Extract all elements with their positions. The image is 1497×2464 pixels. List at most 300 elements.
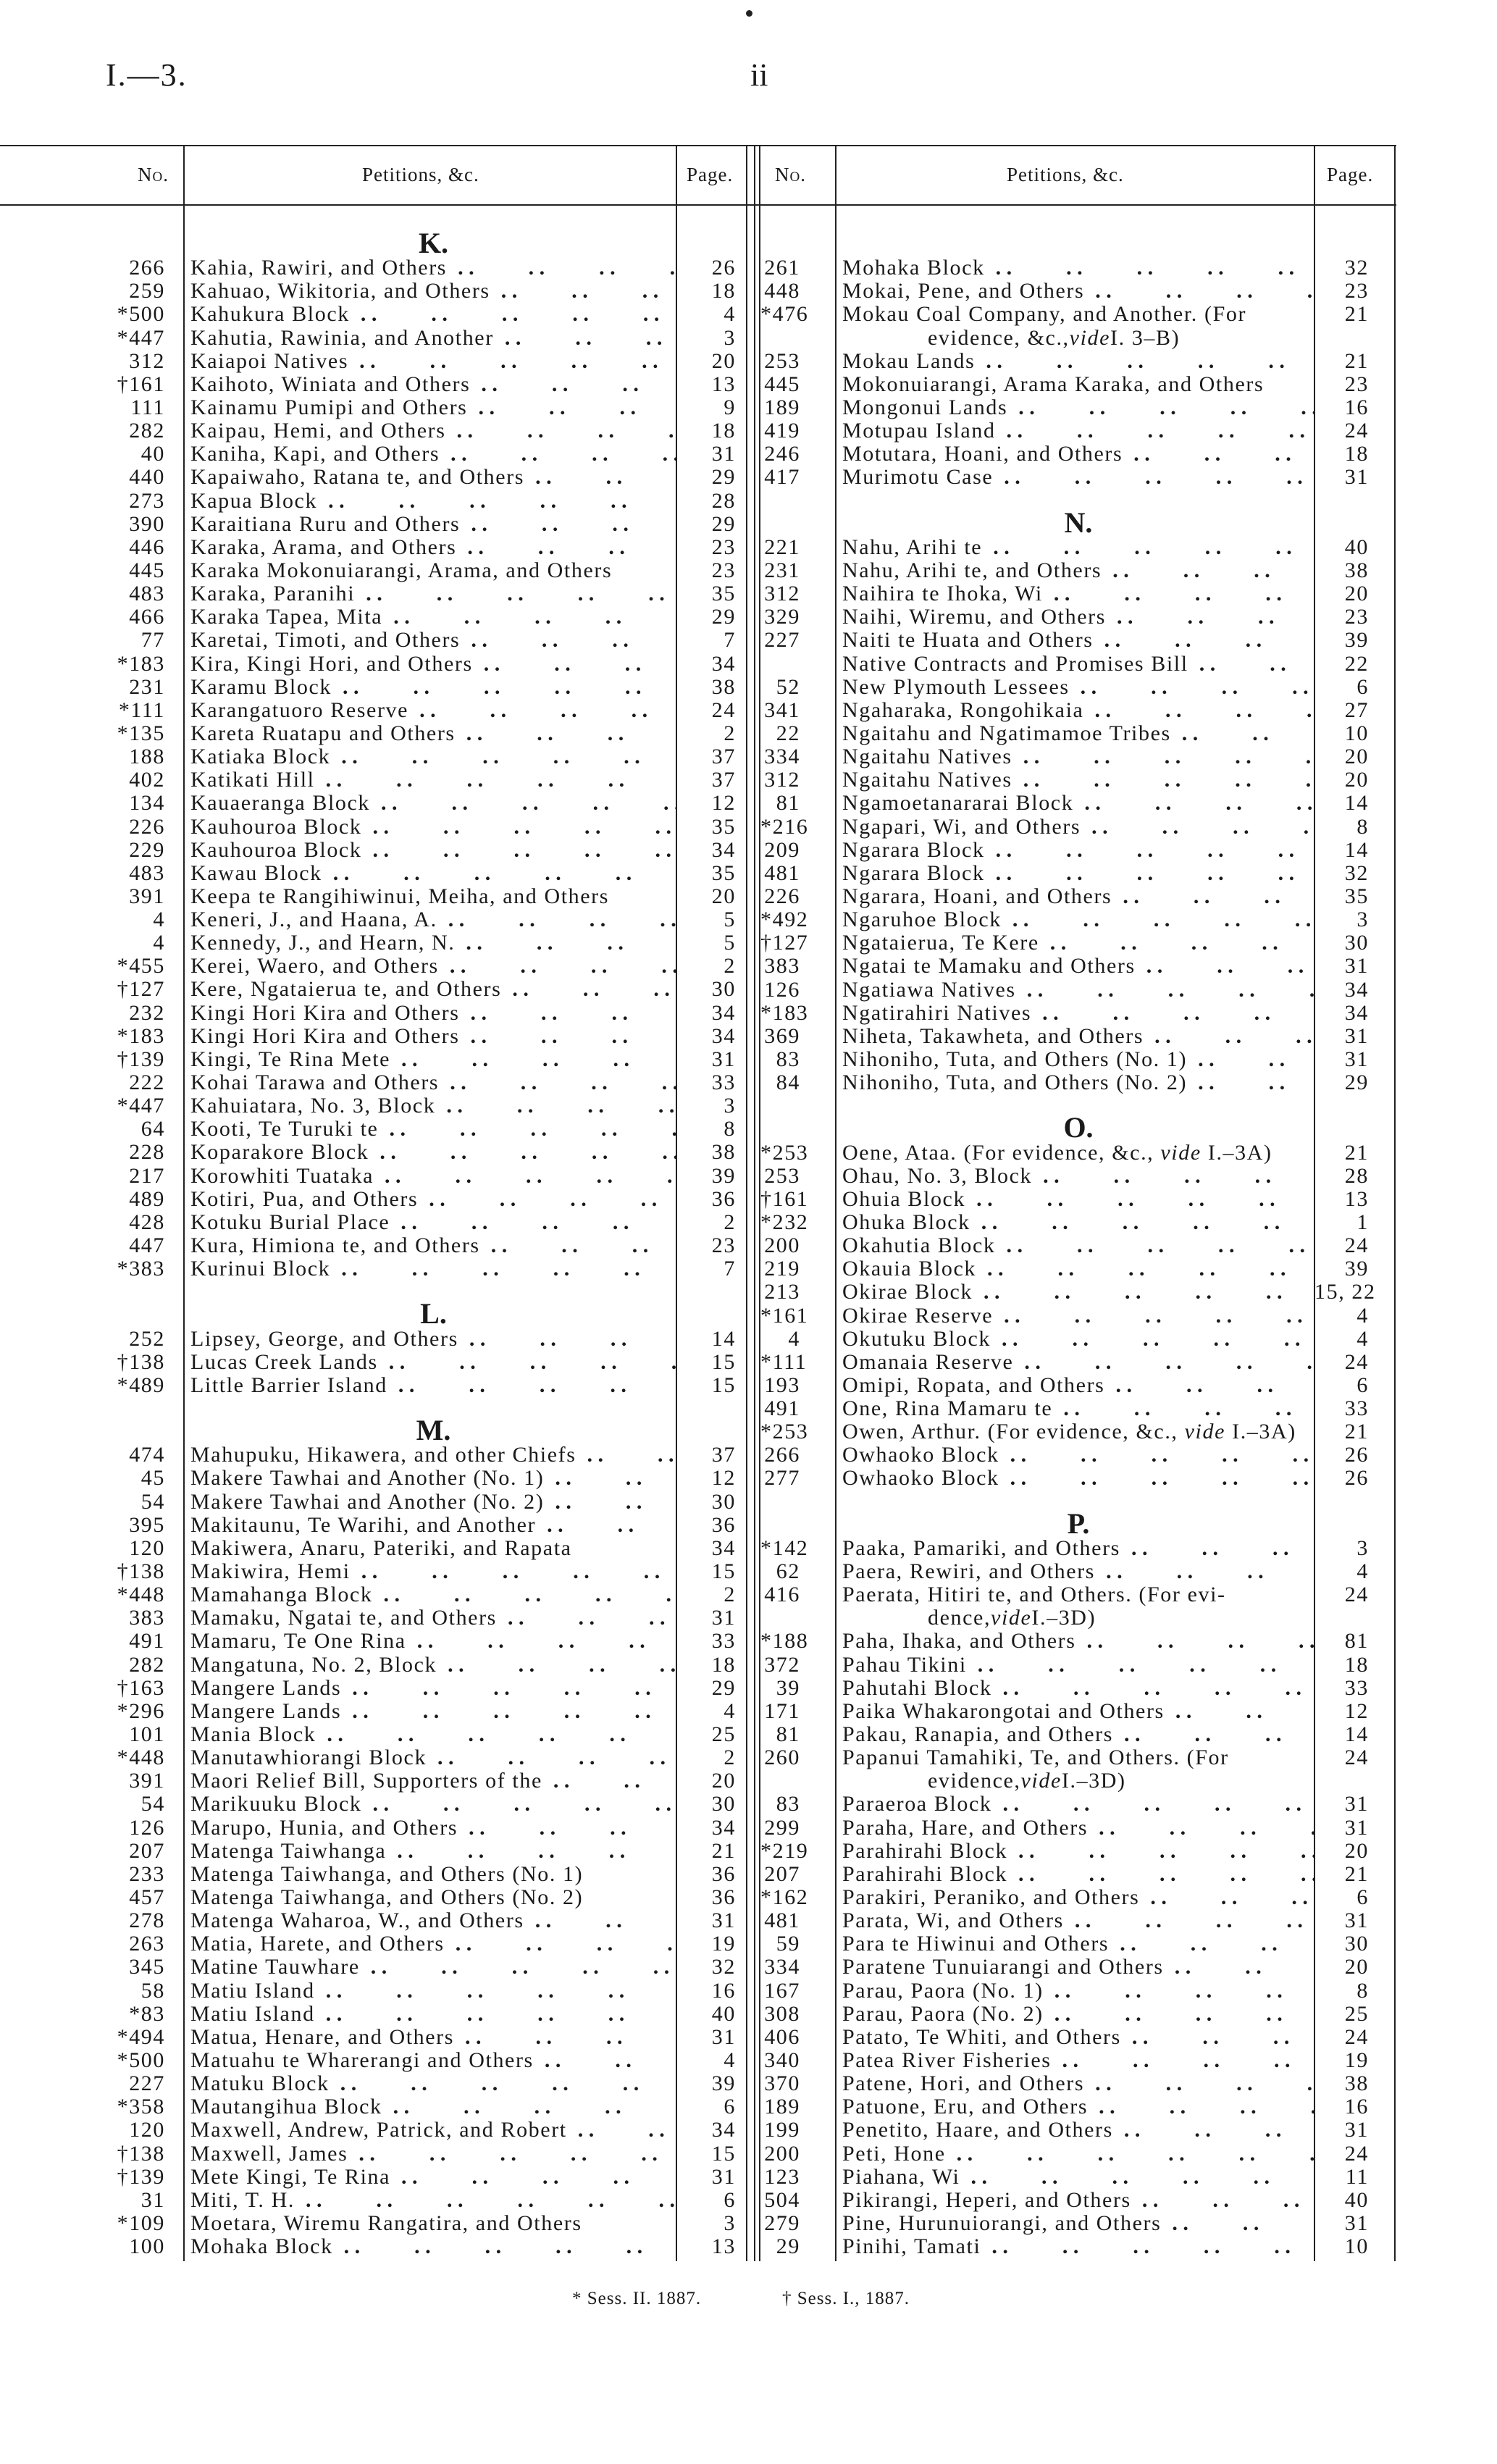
entry-title <box>842 1863 1007 1886</box>
entry-title-text: Mangere Lands <box>190 1676 342 1700</box>
page-number: 20 <box>711 884 736 908</box>
petition-number: 207 <box>764 1861 800 1886</box>
page-number: 7 <box>724 628 736 653</box>
entry-title <box>842 768 1012 792</box>
index-entry <box>0 862 747 885</box>
dot-leader <box>470 373 676 396</box>
petition-number: 81 <box>776 1722 800 1747</box>
index-entry <box>760 1048 1394 1071</box>
entry-title-cell <box>184 303 676 326</box>
entry-title-text: Ngaitahu and Ngatimamoe Tribes <box>842 721 1171 745</box>
section-letter: L. <box>420 1301 447 1328</box>
petition-number: 54 <box>141 1489 165 1514</box>
entry-title <box>842 653 1188 676</box>
entry-title-text: Kahuao, Wikitoria, and Others <box>190 280 490 303</box>
page-number: 39 <box>711 2071 736 2096</box>
entry-title <box>842 1560 1095 1583</box>
page-number: 15, 22 <box>1314 1280 1376 1304</box>
entry-title-text: Kooti, Te Turuki te <box>190 1118 379 1141</box>
entry-title-cell <box>184 2072 676 2095</box>
index-entry <box>760 1351 1394 1374</box>
entry-title <box>842 2166 960 2189</box>
entry-title-text: Kaipau, Hemi, and Others <box>190 419 446 443</box>
entry-title <box>190 443 440 466</box>
entry-title-cell <box>184 2049 676 2072</box>
page-number: 21 <box>1344 302 1369 327</box>
continuation-italic: vide <box>1020 1769 1062 1793</box>
dot-leader <box>369 1141 676 1164</box>
dot-leader <box>991 1328 1314 1351</box>
petition-number: 111 <box>130 395 165 419</box>
dot-leader <box>1187 1048 1314 1071</box>
entry-title-text: Patene, Hori, and Others <box>842 2072 1085 2096</box>
entry-title-text: Pahau Tikini <box>842 1653 967 1677</box>
petition-number: †138 <box>117 2141 165 2166</box>
index-entry <box>760 1165 1394 1188</box>
petition-number: 491 <box>129 1629 165 1654</box>
page-number: 4 <box>1356 1559 1369 1584</box>
petition-number: *448 <box>117 1583 165 1607</box>
entry-title-cell <box>184 908 676 931</box>
entry-title <box>842 1443 999 1467</box>
entry-title <box>842 979 1016 1002</box>
entry-title <box>190 1025 460 1048</box>
index-entry <box>0 303 747 326</box>
entry-title <box>842 1700 1165 1723</box>
index-entry <box>760 722 1394 745</box>
index-entry <box>0 1700 747 1723</box>
entry-title-text: Kahutia, Rawinia, and Another <box>190 326 494 350</box>
entry-title-cell <box>836 2142 1314 2166</box>
entry-title-cell <box>836 885 1314 908</box>
petition-number: 466 <box>129 605 165 629</box>
entry-title-text: Piahana, Wi <box>842 2165 960 2189</box>
petition-number: *135 <box>117 721 165 745</box>
dot-leader <box>1106 605 1314 629</box>
entry-title-text: Matuahu te Wharerangi and Others <box>190 2048 534 2072</box>
entry-title <box>190 1537 572 1560</box>
dot-leader <box>1076 1630 1314 1653</box>
dot-leader <box>567 2119 676 2142</box>
page-number: 23 <box>711 535 736 559</box>
entry-title-text: Ohau, No. 3, Block <box>842 1164 1033 1188</box>
page-number: 2 <box>724 1210 736 1234</box>
entry-title-cell <box>836 1700 1314 1723</box>
page-number: 23 <box>1344 605 1369 629</box>
entry-title-text: Little Barrier Island <box>190 1373 387 1397</box>
entry-title <box>842 1886 1139 1909</box>
entry-title-text: Ngataierua, Te Kere <box>842 931 1039 955</box>
petition-number: *162 <box>760 1885 809 1910</box>
dot-leader <box>1094 629 1314 652</box>
petition-number: 263 <box>129 1932 165 1956</box>
entry-title-text: Korowhiti Tuataka <box>190 1164 374 1188</box>
entry-title-text: Karaka, Paranihi <box>190 582 356 606</box>
entry-title-cell <box>184 1654 676 1677</box>
petition-number: 416 <box>764 1583 800 1607</box>
petition-number: 481 <box>764 1908 800 1933</box>
petition-number: 193 <box>764 1373 800 1397</box>
dot-leader <box>330 2072 676 2095</box>
page-number: 37 <box>711 1443 736 1467</box>
entry-title <box>190 1514 536 1537</box>
entry-title <box>842 1188 965 1211</box>
dot-leader <box>985 256 1314 280</box>
entry-title-cell <box>184 629 676 652</box>
entry-title-text: Ngarara Block <box>842 861 985 885</box>
index-entry <box>0 1351 747 1374</box>
entry-title-text: Parahirahi Block <box>842 1839 1008 1863</box>
center-double-rule <box>754 145 755 2261</box>
dot-leader <box>993 1304 1314 1328</box>
dot-leader <box>501 978 676 1001</box>
index-entry <box>760 303 1394 326</box>
entry-title-cell <box>836 2026 1314 2049</box>
entry-title <box>842 1537 1120 1560</box>
entry-title-text: Okutuku Block <box>842 1327 991 1351</box>
entry-title <box>842 1583 1226 1606</box>
page-number: 20 <box>1344 768 1369 792</box>
petition-number: 489 <box>129 1186 165 1211</box>
dot-leader <box>460 1025 676 1048</box>
petition-number: 445 <box>764 372 800 396</box>
page-number: 34 <box>711 1023 736 1048</box>
petition-number: 369 <box>764 1023 800 1048</box>
entry-title <box>842 955 1136 978</box>
index-entry <box>0 792 747 815</box>
index-entry <box>0 722 747 745</box>
entry-title <box>842 256 985 280</box>
entry-title-cell <box>836 1188 1314 1211</box>
index-entry <box>0 629 747 652</box>
entry-title-text: Nihoniho, Tuta, and Others (No. 1) <box>842 1047 1188 1071</box>
entry-title-text: Karetai, Timoti, and Others <box>190 629 461 653</box>
index-entry <box>760 1141 1394 1164</box>
page-number: 31 <box>711 1606 736 1630</box>
petition-number: 120 <box>129 1535 165 1560</box>
petition-number: 62 <box>776 1559 800 1584</box>
dot-leader <box>427 1746 676 1769</box>
index-entry <box>760 768 1394 792</box>
entry-title <box>190 1118 378 1141</box>
entry-title <box>190 2235 333 2258</box>
dot-leader <box>360 1956 676 1979</box>
entry-title <box>842 908 1002 931</box>
petition-number: 4 <box>153 908 165 932</box>
section-letter: O. <box>1063 1115 1094 1141</box>
petition-number: 226 <box>129 814 165 839</box>
entry-title-text: Ngatai te Mamaku and Others <box>842 955 1136 979</box>
petition-number: †161 <box>117 372 165 396</box>
entry-title-cell <box>184 256 676 280</box>
index-entry <box>760 2212 1394 2235</box>
petition-number: *232 <box>760 1210 809 1234</box>
entry-title-cell <box>184 1677 676 1700</box>
entry-title <box>190 1048 390 1071</box>
index-entry <box>760 1071 1394 1094</box>
index-entry <box>0 768 747 792</box>
page-number: 26 <box>711 256 736 280</box>
entry-title <box>842 303 1246 326</box>
dot-leader <box>439 955 676 978</box>
petition-number: 228 <box>129 1140 165 1165</box>
petition-number: 199 <box>764 2118 800 2142</box>
entry-title-cell <box>836 1211 1314 1234</box>
dot-leader <box>460 629 676 652</box>
entry-title-cell <box>184 2003 676 2026</box>
page-number: 19 <box>711 1932 736 1956</box>
entry-title-cell <box>184 513 676 536</box>
entry-title-cell <box>836 582 1314 605</box>
index-entry <box>0 582 747 605</box>
petition-number: 246 <box>764 442 800 466</box>
petition-number: 213 <box>764 1280 800 1304</box>
entry-title <box>190 280 490 303</box>
entry-title-text: Mokonuiarangi, Arama Karaka, and Others <box>842 372 1265 396</box>
entry-title-text: Makiwera, Anaru, Pateriki, and Rapata <box>190 1536 572 1560</box>
dot-leader <box>1013 1351 1314 1374</box>
dot-leader <box>1104 1374 1314 1397</box>
entry-title-cell <box>184 1932 676 1956</box>
page-number: 36 <box>711 1885 736 1909</box>
continuation-text-end: I.–3D) <box>1031 1606 1096 1630</box>
petition-number: *111 <box>118 697 165 722</box>
index-entry <box>0 2235 747 2258</box>
index-entry <box>760 955 1394 978</box>
page-number: 2 <box>724 1746 736 1770</box>
entry-title <box>190 1467 544 1490</box>
dot-leader <box>1165 1700 1314 1723</box>
index-entry <box>0 978 747 1001</box>
dot-leader <box>536 1514 676 1537</box>
entry-title <box>190 490 317 513</box>
entry-title-text: Ngarara, Hoani, and Others <box>842 884 1112 908</box>
page-number: 37 <box>711 745 736 769</box>
entry-title <box>842 466 993 489</box>
entry-title <box>190 1583 372 1606</box>
petition-number: 457 <box>129 1885 165 1909</box>
index-entry <box>0 1118 747 1141</box>
entry-title-cell <box>836 303 1314 326</box>
entry-title-text: Patea River Fisheries <box>842 2049 1052 2073</box>
index-entry <box>0 536 747 559</box>
entry-title-cell <box>184 768 676 792</box>
page-number: 31 <box>1344 465 1369 490</box>
page-number: 16 <box>1344 395 1369 419</box>
page-number: 23 <box>1344 279 1369 303</box>
dot-leader <box>1226 1583 1314 1606</box>
page-number: 39 <box>1344 1257 1369 1281</box>
entry-title-cell <box>836 2212 1314 2235</box>
petition-number: 233 <box>129 1861 165 1886</box>
index-entry <box>0 885 747 908</box>
entry-title-cell <box>184 466 676 489</box>
dot-leader <box>382 605 676 629</box>
entry-title-text: Okirae Reserve <box>842 1304 994 1328</box>
dot-leader <box>439 1071 676 1094</box>
right-header-title: Petitions, &c. <box>1007 164 1124 185</box>
index-entry <box>760 2166 1394 2189</box>
page-number: 28 <box>1344 1163 1369 1188</box>
index-entry <box>0 1863 747 1886</box>
petition-number: 279 <box>764 2211 800 2235</box>
dot-leader <box>374 1165 676 1188</box>
entry-title <box>842 1071 1187 1094</box>
page-number: 3 <box>724 2211 736 2235</box>
index-entry <box>760 373 1394 396</box>
index-entry <box>760 676 1394 699</box>
entry-title-cell <box>836 256 1314 280</box>
petition-number: 419 <box>764 419 800 443</box>
petition-number: *183 <box>760 1000 809 1025</box>
dot-leader <box>1264 373 1314 396</box>
entry-title <box>190 839 361 862</box>
petition-number: 395 <box>129 1512 165 1537</box>
entry-title-cell <box>184 2095 676 2119</box>
print-mark <box>746 10 752 17</box>
entry-title <box>842 1211 970 1234</box>
dot-leader <box>435 1094 676 1118</box>
dot-leader <box>1136 955 1314 978</box>
entry-title <box>842 536 982 559</box>
entry-title-text: Mamaru, Te One Rina <box>190 1630 406 1654</box>
dot-leader <box>992 1677 1314 1700</box>
entry-title-cell <box>184 1793 676 1816</box>
entry-title <box>190 350 348 373</box>
petition-number: 120 <box>129 2118 165 2142</box>
petition-number: 167 <box>764 1978 800 2003</box>
entry-title-cell <box>184 443 676 466</box>
entry-title-cell <box>184 1560 676 1583</box>
entry-title-cell <box>836 1351 1314 1374</box>
dot-leader <box>1044 2003 1314 2026</box>
entry-title-cell <box>836 2003 1314 2026</box>
page-number: 4 <box>724 1698 736 1723</box>
entry-title-text: Karaka Tapea, Mita <box>190 605 383 629</box>
entry-title <box>842 2095 1088 2119</box>
page-number: 12 <box>711 1466 736 1491</box>
index-entry <box>760 419 1394 443</box>
entry-title <box>842 350 975 373</box>
index-entry <box>0 2003 747 2026</box>
entry-title-text: Matia, Harete, and Others <box>190 1932 445 1956</box>
dot-leader <box>454 2026 676 2049</box>
index-entry <box>760 466 1394 489</box>
entry-title-text: Peti, Hone <box>842 2142 946 2166</box>
entry-title-text: Omipi, Ropata, and Others <box>842 1373 1105 1397</box>
entry-title <box>842 2189 1131 2212</box>
dot-leader <box>999 1443 1314 1467</box>
petition-number: †139 <box>117 1047 165 1071</box>
petition-number: 200 <box>764 2141 800 2166</box>
dot-leader <box>981 2235 1314 2258</box>
page-number: 6 <box>724 2187 736 2212</box>
petition-number: 227 <box>129 2071 165 2096</box>
index-entry <box>760 1328 1394 1351</box>
petition-number: 261 <box>764 256 800 280</box>
entry-title-text: Owhaoko Block <box>842 1443 999 1467</box>
entry-title-text: Pinihi, Tamati <box>842 2235 981 2259</box>
section-heading <box>760 1094 1394 1141</box>
index-entry <box>0 2119 747 2142</box>
page-number: 34 <box>711 1535 736 1560</box>
section-heading <box>760 1490 1394 1536</box>
entry-title-cell <box>836 1048 1314 1071</box>
entry-title-text: Paera, Rewiri, and Others <box>842 1560 1096 1584</box>
entry-title-text: Kawau Block <box>190 861 322 885</box>
entry-title-cell <box>836 1234 1314 1257</box>
entry-title-cell <box>184 1769 676 1793</box>
entry-title-text: Mania Block <box>190 1723 316 1747</box>
petition-number: *183 <box>117 651 165 676</box>
entry-title-text: Ngarara Block <box>842 838 985 862</box>
page-number: 32 <box>1344 256 1369 280</box>
dot-leader <box>1188 653 1314 676</box>
entry-title-text: Kingi Hori Kira and Others <box>190 1001 460 1025</box>
index-entry <box>0 1188 747 1211</box>
page-number: 23 <box>711 1233 736 1258</box>
entry-title-cell <box>836 1630 1314 1653</box>
entry-title-cell <box>836 1816 1314 1840</box>
index-entry <box>0 1979 747 2002</box>
entry-title <box>842 1351 1013 1374</box>
entry-title-cell <box>184 1909 676 1932</box>
page-number: 21 <box>1344 1140 1369 1165</box>
page-number: 40 <box>1344 535 1369 559</box>
index-entry <box>0 1071 747 1094</box>
entry-title-cell <box>184 419 676 443</box>
petition-number: 188 <box>129 745 165 769</box>
dot-leader <box>1031 1002 1314 1025</box>
entry-title-cell <box>184 2142 676 2166</box>
dot-leader <box>544 1491 676 1514</box>
entry-title-cell <box>836 1002 1314 1025</box>
index-entry <box>0 1886 747 1909</box>
page-number: 24 <box>1344 419 1369 443</box>
petition-number: 22 <box>776 721 800 745</box>
index-entry <box>760 1793 1394 1816</box>
entry-title-text: Kura, Himiona te, and Others <box>190 1234 480 1258</box>
dot-leader <box>341 1677 676 1700</box>
dot-leader <box>317 490 676 513</box>
dot-leader <box>612 559 676 582</box>
entry-title-text: Mamaku, Ngatai te, and Others <box>190 1606 497 1630</box>
entry-title <box>190 1257 330 1281</box>
petition-number: 83 <box>776 1792 800 1816</box>
header-bottom-rule <box>0 204 1396 206</box>
entry-title <box>842 1048 1187 1071</box>
index-entry <box>0 1094 747 1118</box>
footnote-star: * Sess. II. 1887. <box>572 2289 702 2308</box>
entry-title-text: Matenga Taiwhanga, and Others (No. 1) <box>190 1862 584 1886</box>
entry-title-cell <box>184 582 676 605</box>
page-number: 11 <box>1345 2164 1369 2189</box>
dot-leader <box>1044 1979 1314 2003</box>
entry-title <box>842 1234 996 1257</box>
index-entry <box>0 1537 747 1560</box>
dot-leader <box>1246 303 1314 326</box>
index-entry <box>760 862 1394 885</box>
page-number: 31 <box>1344 1023 1369 1048</box>
entry-title <box>842 1397 1052 1420</box>
entry-title-cell <box>836 1863 1314 1886</box>
entry-title <box>190 303 350 326</box>
page-number: 34 <box>711 651 736 676</box>
index-entry <box>760 559 1394 582</box>
entry-title-text: Karamu Block <box>190 675 332 699</box>
entry-title-text: Ngatiawa Natives <box>842 978 1016 1002</box>
page-number: 28 <box>711 488 736 513</box>
